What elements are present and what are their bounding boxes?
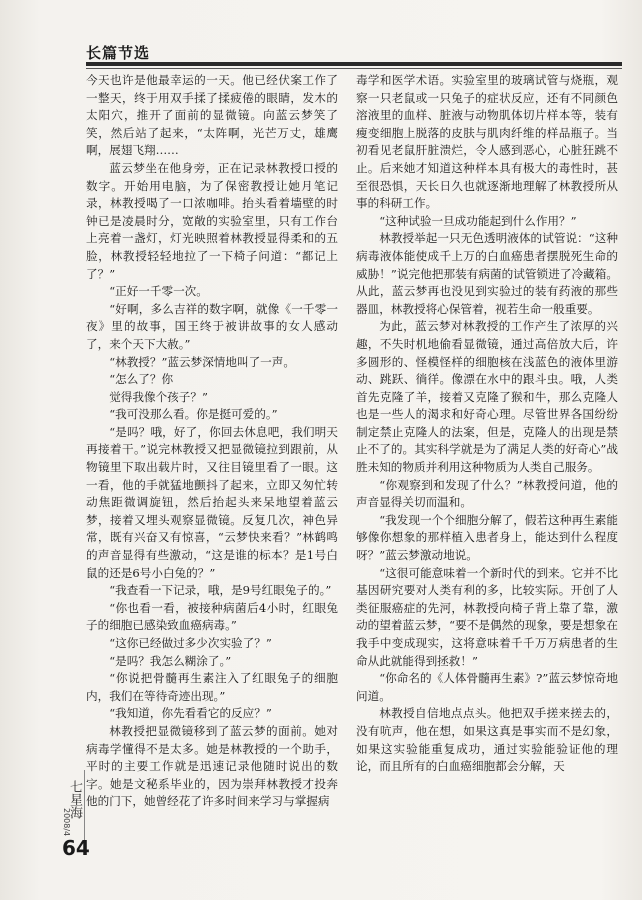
paragraph: “这很可能意味着一个新时代的到来。它并不比基因研究要对人类有利的多，比较实际。开创了人类征服癌症的先河，林教授向椅子背上靠了靠，激动的望着蓝云梦，“要不是偶然的现象，要是想象在我手中变成现实，这将意味着千千万万病患者的生命从此就能得到拯救！” [356,565,618,668]
right-column [356,72,618,887]
header-rule-thin [86,68,622,69]
paragraph: 林教授自信地点点头。他把双手搓来搓去的，没有吭声，他在想，如果这真是事实而不是幻象，如果这实验能重复成功，通过实验能验证他的理论，而且所有的白血癌细胞都会分解，天 [356,706,618,774]
paragraph: 觉得我像个孩子？” [109,389,208,404]
issue-number: 2008/4 [62,808,71,837]
paragraph: 毒学和医学术语。实验室里的玻璃试管与烧瓶，观察一只老鼠或一只兔子的症状反应，还有不同颜色溶液里的血样、脏液与动物肌体切片样本等，装有瘦变细胞上脱落的皮肤与肌肉纤维的样品瓶子。当初看见老鼠肝脏溃烂，令人感到恶心，心脏狂跳不止。后来她才知道这种样本具有极大的毒性时，甚至很恐惧，天长日久也就逐渐地理解了林教授所从事的科研工作。 [356,73,618,211]
paragraph: “我知道，你先看看它的反应？” [109,706,272,721]
paragraph: “是吗？我怎么糊涂了。” [109,653,232,668]
paragraph: “我可没那么看。你是挺可爱的。” [109,407,278,422]
paragraph: “是吗？哦，好了，你回去休息吧，我们明天再接着干。”说完林教授又把显微镜拉到跟前，从物镜里下取出载片时，又往目镜里看了一眼。这一看，他的手就猛地颤抖了起来，立即又匆忙转动焦距微调旋钮，然后抬起头来呆地望着蓝云梦，接着又埋头观察显微镜。反复几次，神色异常，既有兴奋又有惊喜，“云梦快来看？”林鹤鸣的声音显得有些激动，“这是谁的标本？是1号白鼠的还是6号小白兔的？” [86,424,338,580]
paragraph: 林教授举起一只无色透明液体的试管说：“这种病毒液体能使成千上万的白血癌患者摆脱死生命的威胁！”说完他把那装有病菌的试管锁进了冷藏箱。从此，蓝云梦再也没见到实验过的装有药液的那些器皿，林教授将心保管着，视若生命一般重要。 [356,231,618,316]
paragraph: “我查看一下记录，哦，是9号红眼兔子的。” [109,583,332,598]
header-rule [86,62,622,66]
section-title: 长篇节选 [86,44,151,62]
paragraph: “正好一千零一次。 [109,284,208,299]
paragraph: “林教授？”蓝云梦深情地叫了一声。 [109,354,295,369]
footer-divider [84,770,85,840]
paragraph: “好啊，多么吉祥的数字啊，就像《一千零一夜》里的故事，国王终于被讲故事的女人感动了，来个天下大赦。” [86,301,338,351]
page-number: 64 [62,836,90,860]
paragraph: “我发现一个个细胞分解了，假若这种再生素能够像你想象的那样植入患者身上，能达到什么程度呀？”蓝云梦激动地说。 [356,512,618,563]
paragraph: “你观察到和发现了什么？”林教授问道，他的声音显得关切而温和。 [356,477,618,510]
paragraph: 为此，蓝云梦对林教授的工作产生了浓厚的兴趣，不失时机地偷看显微镜，通过高倍放大后，许多圆形的、怪模怪样的细胞核在浅蓝色的液体里游动、跳跃、徜徉。像漂在水中的跟斗虫。哦，人类首先克隆了羊，接着又克隆了猴和牛，那么克隆人也是一些人的渴求和好奇心理。尽管世界各国纷纷制定禁止克隆人的法案，但是，克隆人的出现是禁止不了的。其实科学就是为了满足人类的好奇心”战胜未知的物质并利用这种物质为人类自己服务。 [356,319,618,475]
paragraph: “你说把骨髓再生素注入了红眼兔子的细胞内，我们在等待奇迹出现。” [86,671,338,703]
paragraph: “这种试验一旦成功能起到什么作用？” [379,213,577,228]
paragraph: “这你已经做过多少次实验了？” [109,636,272,650]
paragraph: “怎么了？你 [109,372,174,387]
paragraph: “你命名的《人体骨髓再生素》?”蓝云梦惊奇地问道。 [356,671,618,703]
paragraph: 蓝云梦坐在他身旁，正在记录林教授口授的数字。开始用电脑，为了保密教授让她月笔记录，林教授喝了一口浓咖啡。抬头看着墙壁的时钟已是凌晨时分，宽敞的实验室里，只有工作台上亮着一盏灯，灯光映照着林教授显得柔和的五脸，林教授轻轻地拉了一下椅子问道：“都记上了？” [86,160,338,281]
magazine-name: 七星海 [67,780,82,819]
paragraph: “你也看一看，被接种病菌后4小时，红眼兔子的细胞已感染致血癌病毒。” [86,600,338,633]
left-column [86,72,338,872]
paragraph: 今天也许是他最幸运的一天。他已经伏案工作了一整天，终于用双手揉了揉疲倦的眼睛，发木的太阳穴，推开了面前的显微镜。向蓝云梦笑了笑，然后站了起来，“太阵啊，光芒万丈，雄鹰啊，展翅飞翔…… [86,73,338,158]
paragraph: 林教授把显微镜移到了蓝云梦的面前。她对病毒学懂得不是太多。她是林教授的一个助手，平时的主要工作就是迅速记录他随时说出的数字。她是文秘系毕业的，因为崇拜林教授才投奔他的门下，她曾经花了许多时间来学习与掌握病 [86,723,338,809]
